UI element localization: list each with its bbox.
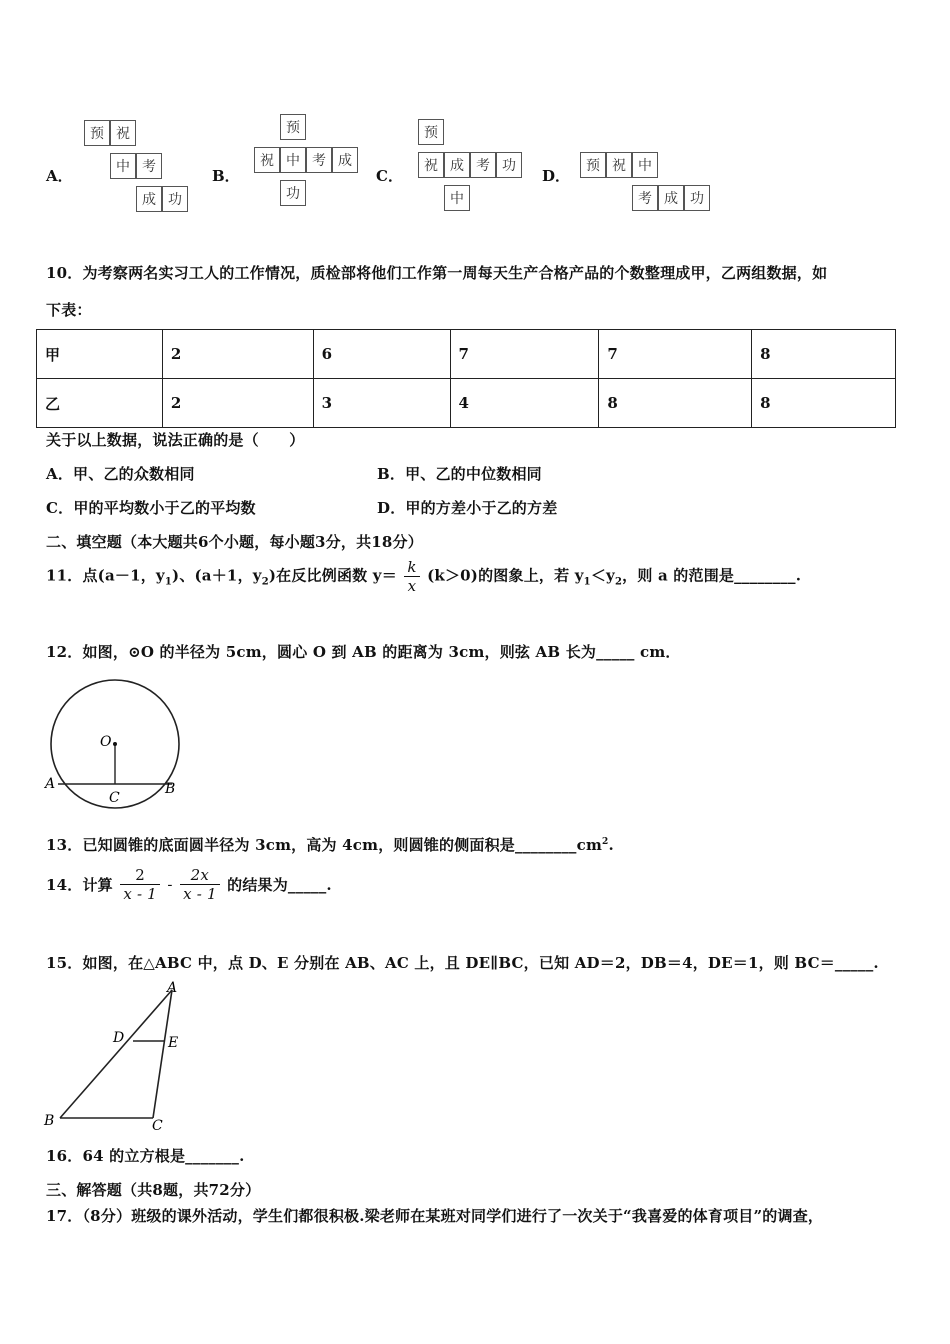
fraction-numerator: 2 bbox=[135, 866, 145, 884]
option-c-label: C． bbox=[376, 167, 403, 185]
net-cell: 祝 bbox=[254, 147, 280, 173]
fraction-denominator: x - 1 bbox=[180, 884, 220, 903]
q13-part: . bbox=[608, 836, 614, 854]
label-o: O bbox=[100, 734, 112, 750]
net-cell: 功 bbox=[684, 185, 710, 211]
subscript: 2 bbox=[614, 576, 623, 588]
q11-part: (k＞0)的图象上，若 y bbox=[427, 566, 584, 585]
label-b: B bbox=[44, 1113, 55, 1129]
table-row bbox=[37, 379, 896, 428]
net-cell: 预 bbox=[580, 152, 606, 178]
net-cell: 考 bbox=[136, 153, 162, 179]
q10-option-b: B．甲、乙的中位数相同 bbox=[377, 465, 542, 483]
net-cell: 预 bbox=[418, 119, 444, 145]
q14-text bbox=[46, 866, 332, 903]
subscript: 1 bbox=[164, 576, 173, 588]
label-d: D bbox=[113, 1030, 125, 1046]
label-a: A bbox=[45, 776, 56, 792]
q17-text: 17．（8分）班级的课外活动，学生们都很积极.梁老师在某班对同学们进行了一次关于“我喜爱的体育项目”的调查， bbox=[46, 1207, 824, 1225]
minus-sign: - bbox=[167, 875, 173, 894]
net-cell: 成 bbox=[136, 186, 162, 212]
q11-part: ＜y bbox=[590, 566, 615, 585]
table-cell: 3 bbox=[313, 379, 450, 428]
q12-circle-figure bbox=[42, 678, 187, 812]
table-cell: 2 bbox=[162, 379, 313, 428]
net-cell: 祝 bbox=[418, 152, 444, 178]
net-cell: 成 bbox=[444, 152, 470, 178]
q10-option-c: C．甲的平均数小于乙的平均数 bbox=[46, 499, 256, 517]
q14-part: 的结果为_____. bbox=[227, 876, 332, 894]
q10-option-a: A．甲、乙的众数相同 bbox=[46, 465, 195, 483]
label-c: C bbox=[109, 790, 120, 806]
q10-question: 关于以上数据，说法正确的是（ ） bbox=[46, 431, 305, 449]
label-c: C bbox=[152, 1118, 163, 1134]
fraction-numerator: k bbox=[407, 558, 417, 576]
fraction-denominator: x - 1 bbox=[120, 884, 160, 903]
net-cell: 功 bbox=[496, 152, 522, 178]
net-cell: 中 bbox=[632, 152, 658, 178]
q10-text-line2: 下表： bbox=[46, 301, 92, 319]
net-cell: 功 bbox=[162, 186, 188, 212]
option-d-label: D． bbox=[542, 167, 571, 185]
fraction-denominator: x bbox=[404, 576, 419, 595]
subscript: 1 bbox=[583, 576, 591, 588]
net-cell: 考 bbox=[632, 185, 658, 211]
label-e: E bbox=[168, 1035, 179, 1051]
label-a: A bbox=[167, 980, 178, 996]
table-cell: 2 bbox=[162, 330, 313, 379]
section-3-heading: 三、解答题（共8题，共72分） bbox=[46, 1181, 261, 1199]
net-cell: 中 bbox=[444, 185, 470, 211]
table-cell: 8 bbox=[599, 379, 752, 428]
subscript: 2 bbox=[261, 576, 269, 588]
net-cell: 功 bbox=[280, 180, 306, 206]
q13-text bbox=[46, 834, 614, 855]
table-cell: 8 bbox=[752, 330, 896, 379]
table-cell: 8 bbox=[752, 379, 896, 428]
q11-part: ，则 a 的范围是________. bbox=[622, 566, 802, 585]
q11-fraction bbox=[404, 558, 419, 595]
table-row bbox=[37, 330, 896, 379]
q10-option-d: D．甲的方差小于乙的方差 bbox=[377, 499, 558, 517]
q12-text: 12．如图，⊙O 的半径为 5cm，圆心 O 到 AB 的距离为 3cm，则弦 AB 长为_____ cm． bbox=[46, 643, 681, 661]
q16-text: 16．64 的立方根是_______. bbox=[46, 1147, 245, 1165]
q14-fraction-1 bbox=[120, 866, 160, 903]
net-cell: 中 bbox=[110, 153, 136, 179]
label-b: B bbox=[165, 781, 176, 797]
table-cell: 6 bbox=[313, 330, 450, 379]
q10-text-line1: 10．为考察两名实习工人的工作情况，质检部将他们工作第一周每天生产合格产品的个数整理成甲，乙两组数据，如 bbox=[46, 264, 828, 282]
option-a-label: A． bbox=[46, 167, 73, 185]
q15-text: 15．如图，在△ABC 中，点 D、E 分别在 AB、AC 上，且 DE∥BC，已知 AD＝2，DB＝4，DE＝1，则 BC＝_____. bbox=[46, 954, 879, 972]
table-cell: 乙 bbox=[37, 379, 163, 428]
q13-part: 13．已知圆锥的底面圆半径为 3cm，高为 4cm，则圆锥的侧面积是________cm bbox=[46, 836, 603, 854]
table-cell: 甲 bbox=[37, 330, 163, 379]
q11-part: 11．点(a－1，y bbox=[46, 566, 165, 585]
superscript: 2 bbox=[602, 837, 609, 847]
net-cell: 预 bbox=[84, 120, 110, 146]
option-b-label: B． bbox=[212, 167, 240, 185]
net-cell: 祝 bbox=[606, 152, 632, 178]
q15-triangle-figure bbox=[40, 980, 190, 1135]
net-cell: 预 bbox=[280, 114, 306, 140]
center-point bbox=[113, 742, 117, 746]
q10-data-table bbox=[36, 329, 896, 428]
net-cell: 祝 bbox=[110, 120, 136, 146]
q11-part: )、(a＋1，y bbox=[172, 566, 262, 585]
q11-part: )在反比例函数 y＝ bbox=[268, 566, 397, 585]
table-cell: 7 bbox=[599, 330, 752, 379]
table-cell: 4 bbox=[450, 379, 599, 428]
net-cell: 成 bbox=[332, 147, 358, 173]
q14-part: 14．计算 bbox=[46, 876, 113, 894]
section-2-heading: 二、填空题（本大题共6个小题，每小题3分，共18分） bbox=[46, 533, 423, 551]
q11-text bbox=[46, 558, 801, 595]
q14-fraction-2 bbox=[180, 866, 220, 903]
net-cell: 成 bbox=[658, 185, 684, 211]
fraction-numerator: 2x bbox=[190, 866, 210, 884]
net-cell: 中 bbox=[280, 147, 306, 173]
net-cell: 考 bbox=[306, 147, 332, 173]
net-cell: 考 bbox=[470, 152, 496, 178]
table-cell: 7 bbox=[450, 330, 599, 379]
